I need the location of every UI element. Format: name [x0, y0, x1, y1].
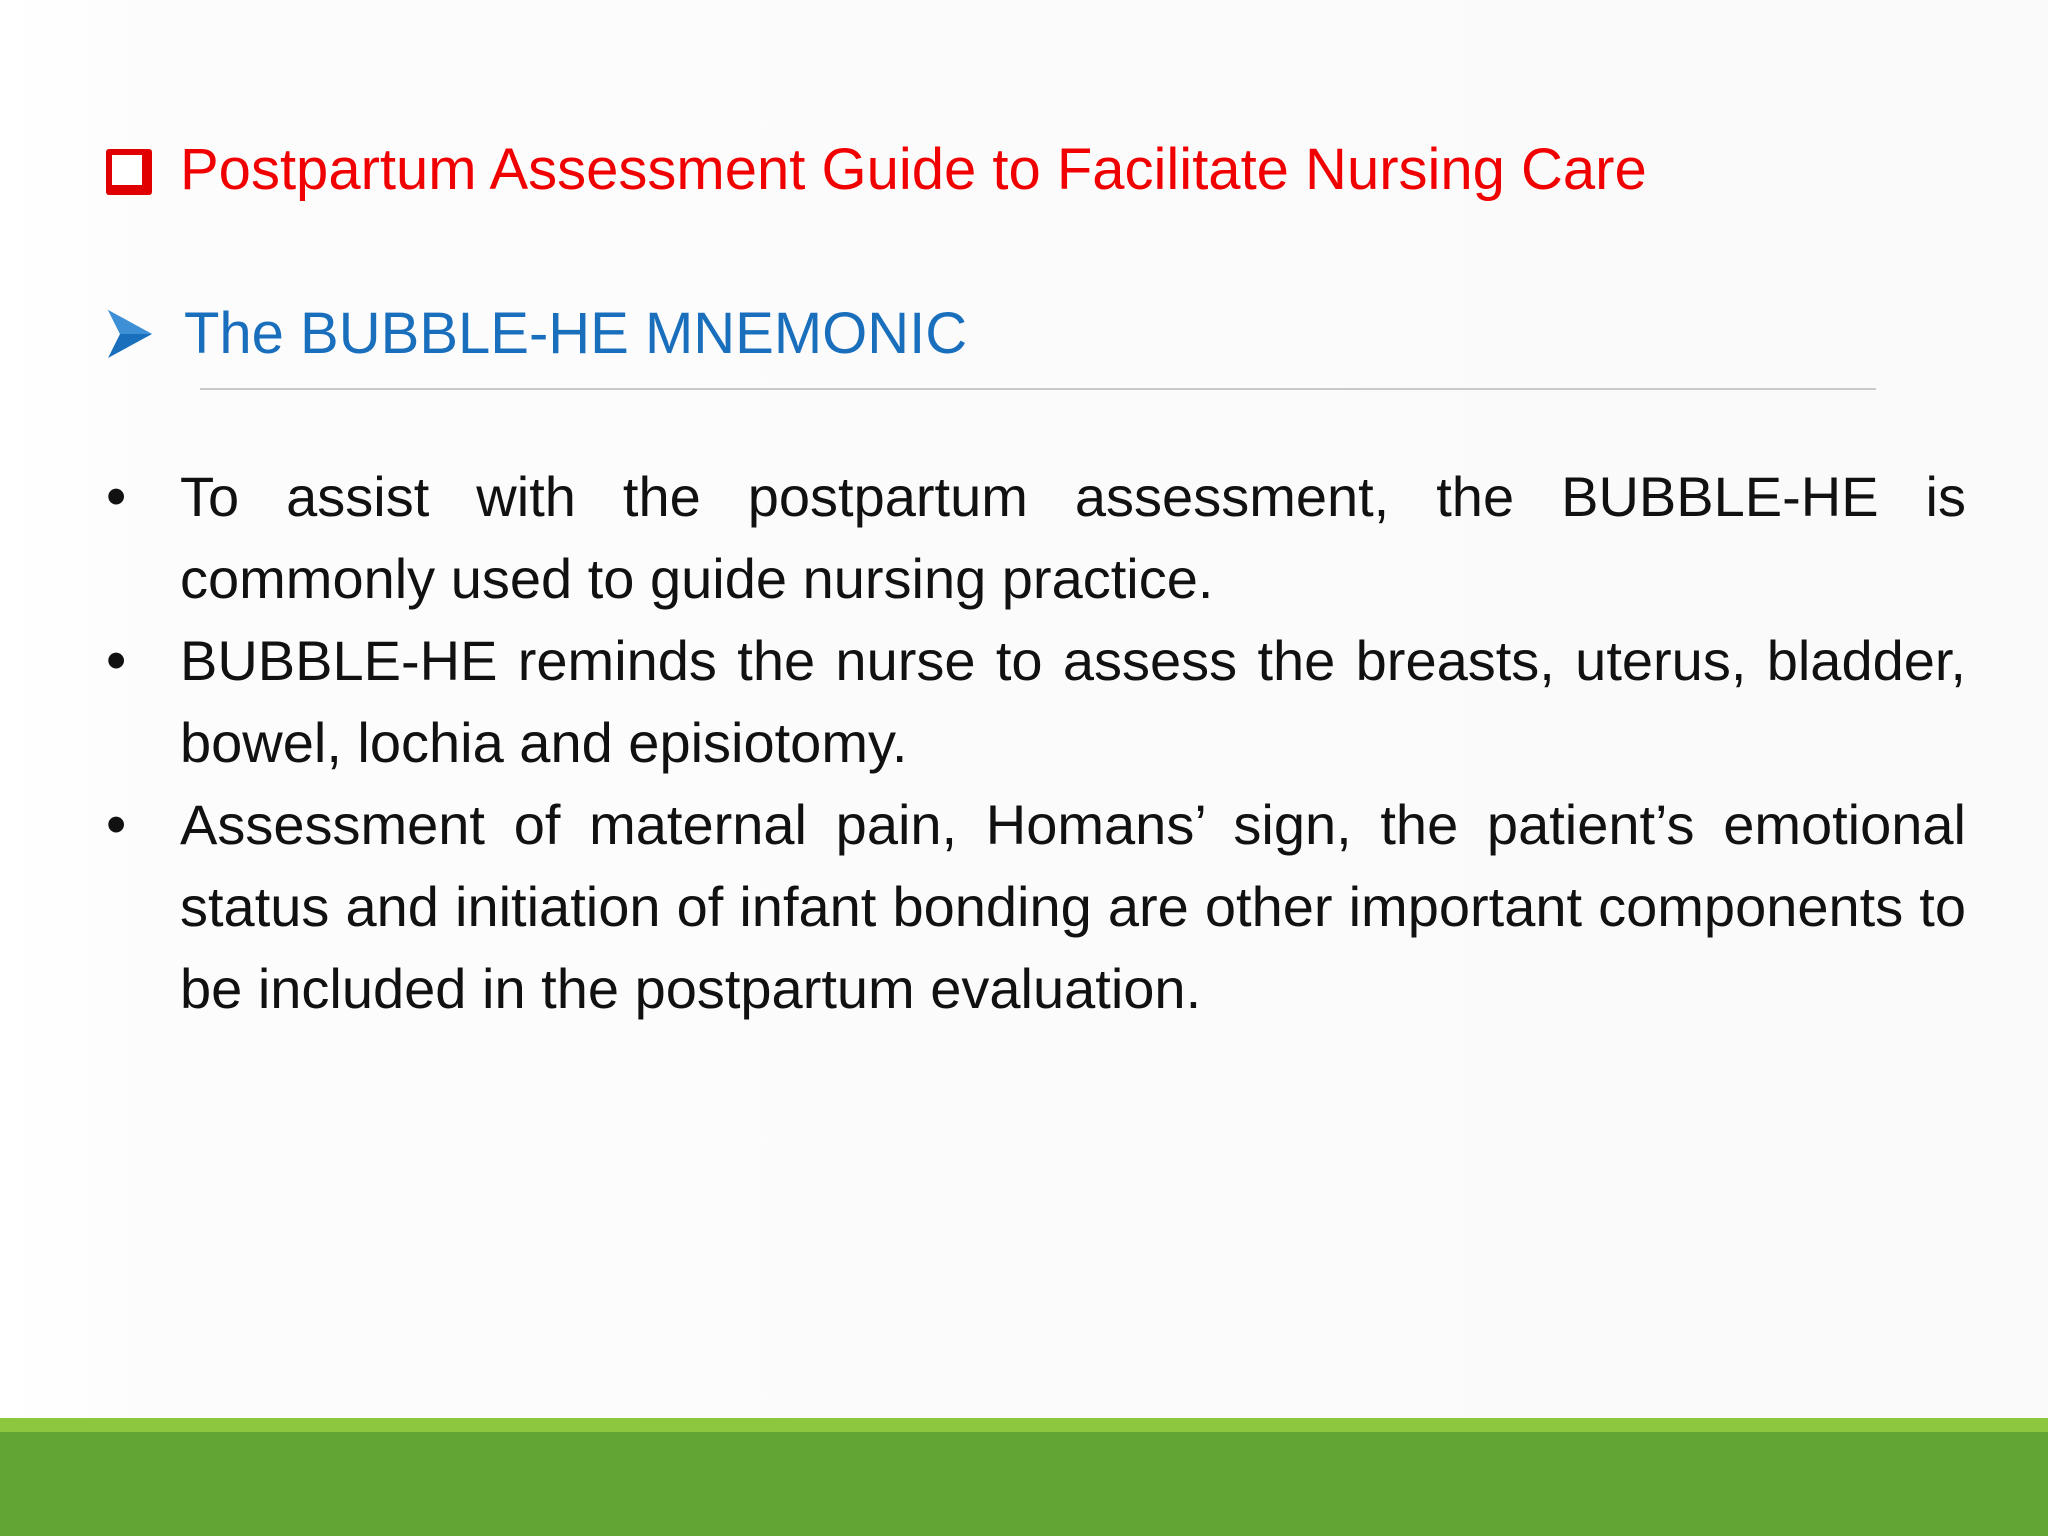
bullet-item	[106, 784, 1966, 1030]
arrowhead-icon	[106, 308, 154, 360]
bullet-marker: •	[106, 628, 127, 693]
divider-line	[200, 388, 1876, 390]
bullet-list	[106, 456, 1966, 1030]
footer-band-light	[0, 1418, 2048, 1432]
bullet-text: BUBBLE-HE reminds the nurse to assess the breasts, uterus, bladder, bowel, lochia and episiotomy.	[180, 629, 1966, 774]
slide-title: Postpartum Assessment Guide to Facilitate Nursing Care	[180, 137, 1647, 202]
bullet-marker: •	[106, 792, 127, 857]
bullet-item	[106, 620, 1966, 784]
footer-band	[0, 1432, 2048, 1536]
slide-title-row	[106, 132, 1647, 208]
bullet-marker: •	[106, 464, 127, 529]
bullet-text: To assist with the postpartum assessment, the BUBBLE-HE is commonly used to guide nursing practice.	[180, 465, 1966, 610]
bullet-text: Assessment of maternal pain, Homans’ sign, the patient’s emotional status and initiation of infant bonding are other important components to be included in the postpartum evaluation.	[180, 793, 1966, 1020]
bullet-item	[106, 456, 1966, 620]
slide-subtitle: The BUBBLE-HE MNEMONIC	[184, 301, 968, 366]
checkbox-icon	[106, 149, 148, 191]
slide-subtitle-row	[106, 296, 967, 372]
